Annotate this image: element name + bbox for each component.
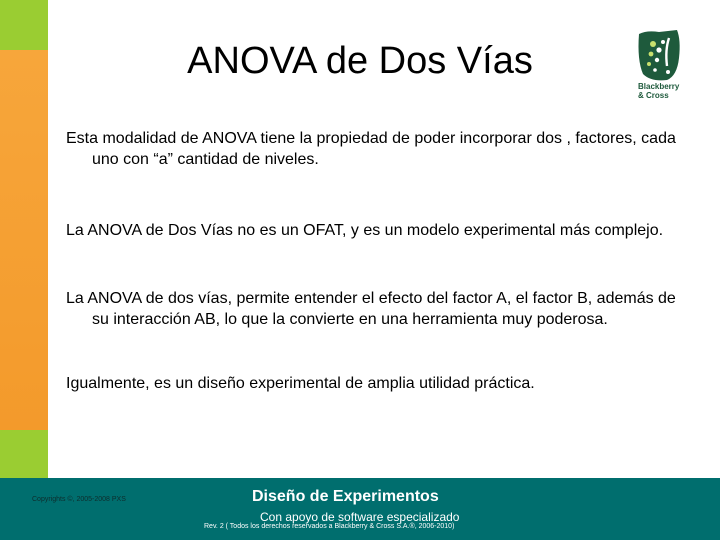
paragraph-2: La ANOVA de Dos Vías no es un OFAT, y es un modelo experimental más complejo. xyxy=(66,222,664,239)
slide-title: ANOVA de Dos Vías xyxy=(187,40,533,82)
side-bar-middle xyxy=(0,50,48,430)
paragraph-4: Igualmente, es un diseño experimental de amplia utilidad práctica. xyxy=(66,375,535,392)
paragraph-3: La ANOVA de dos vías, permite entender el efecto del factor A, el factor B, además de su interacción AB, lo que la convierte en una herramienta muy poderosa. xyxy=(66,290,676,328)
logo-text xyxy=(638,82,690,100)
logo-line-2: & Cross xyxy=(638,91,669,100)
side-bar-top xyxy=(0,0,48,50)
footer-copyright: Copyrights ©, 2005-2008 PXS xyxy=(32,496,126,503)
paragraph-1: Esta modalidad de ANOVA tiene la propiedad de poder incorporar dos , factores, cada uno con “a” cantidad de niveles. xyxy=(66,130,676,168)
footer-subtitle: Con apoyo de software especializado xyxy=(260,510,460,524)
company-logo xyxy=(632,30,688,102)
blackberry-logo-icon xyxy=(637,30,683,82)
logo-line-1: Blackberry xyxy=(638,82,680,91)
footer-title: Diseño de Experimentos xyxy=(252,488,439,505)
slide-footer xyxy=(0,478,720,540)
footer-rights: Rev. 2 ( Todos los derechos reservados a Blackberry & Cross S.A.®, 2006-2010) xyxy=(204,523,455,530)
side-bar-bottom xyxy=(0,430,48,480)
